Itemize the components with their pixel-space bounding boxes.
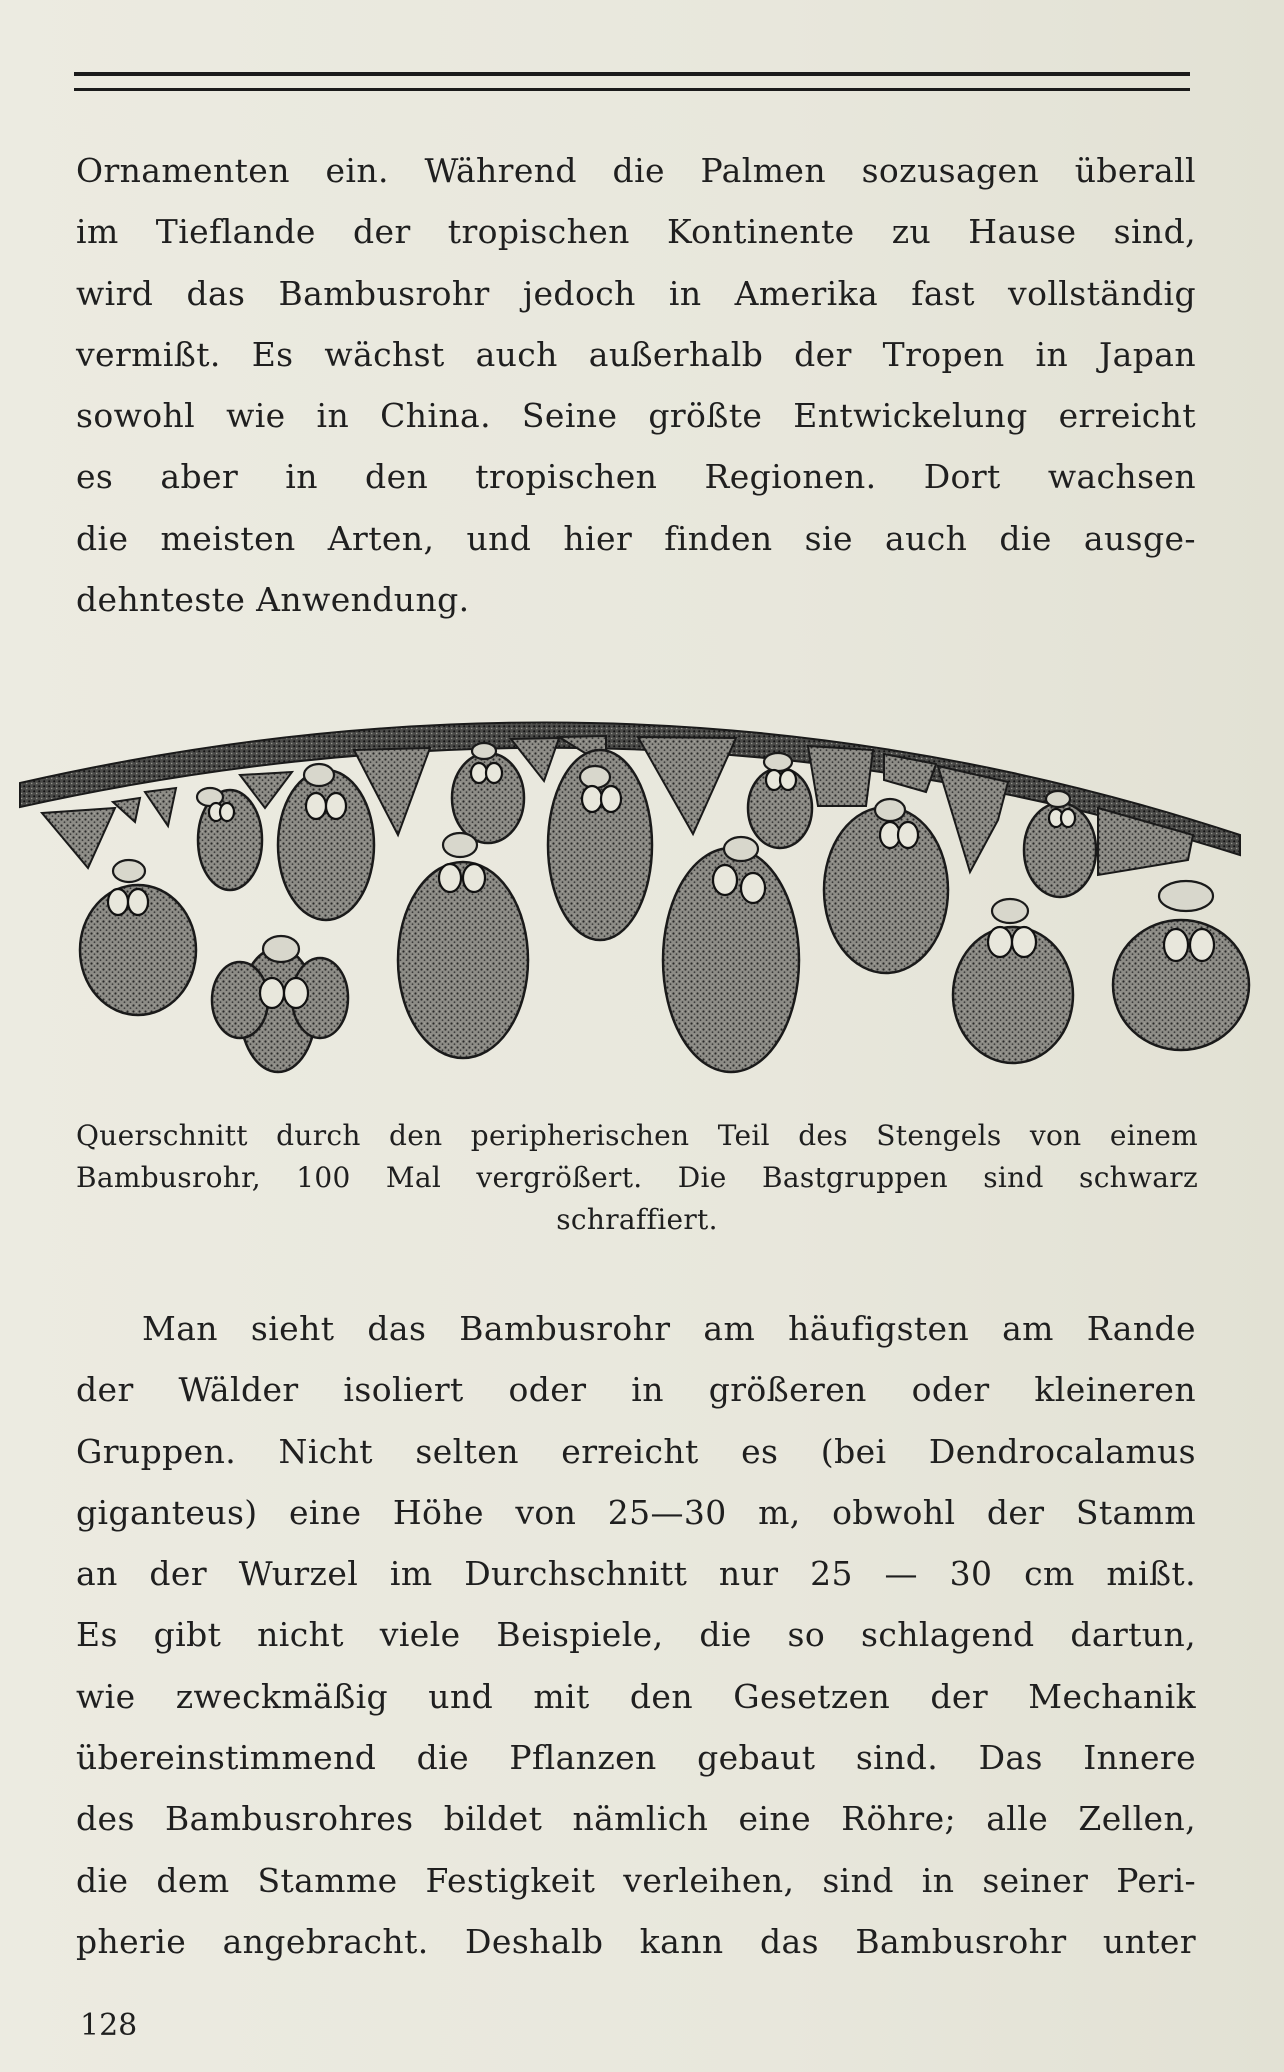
text-line: im Tieflande der tropischen Kontinente zu Hause sind, — [76, 212, 1196, 252]
paragraph-bottom — [76, 1298, 1196, 1972]
text-line: vermißt. Es wächst auch außerhalb der Tropen in Japan — [76, 334, 1196, 374]
text-line: Man sieht das Bambusrohr am häufigsten am Rande — [142, 1309, 1196, 1348]
text-line: an der Wurzel im Durchschnitt nur 25 — 30 cm mißt. — [76, 1554, 1196, 1594]
caption-line: schraffiert. — [556, 1203, 718, 1236]
text-line: der Wälder isoliert oder in größeren oder kleineren — [76, 1370, 1196, 1410]
text-line: die dem Stamme Festigkeit verleihen, sind in seiner Peri- — [76, 1860, 1196, 1900]
text-line: pherie angebracht. Deshalb kann das Bambusrohr unter — [76, 1921, 1196, 1961]
text-line: es aber in den tropischen Regionen. Dort wachsen — [76, 457, 1196, 497]
header-rule-thin — [74, 88, 1190, 91]
caption-line: Bambusrohr, 100 Mal vergrößert. Die Bastgruppen sind schwarz — [76, 1161, 1198, 1194]
page-number: 128 — [80, 2008, 138, 2043]
text-line: Gruppen. Nicht selten erreicht es (bei Dendrocalamus — [76, 1431, 1196, 1471]
text-line: übereinstimmend die Pflanzen gebaut sind. Das Innere — [76, 1738, 1196, 1778]
text-line: wird das Bambusrohr jedoch in Amerika fast vollständig — [76, 273, 1196, 313]
text-line: giganteus) eine Höhe von 25—30 m, obwohl der Stamm — [76, 1492, 1196, 1532]
header-rule-thick — [74, 72, 1190, 76]
paragraph-top — [76, 140, 1196, 630]
text-line: dehnteste Anwendung. — [76, 580, 470, 620]
text-line: Ornamenten ein. Während die Palmen sozusagen überall — [76, 151, 1196, 190]
text-line: des Bambusrohres bildet nämlich eine Röhre; alle Zellen, — [76, 1799, 1196, 1839]
caption-line: Querschnitt durch den peripherischen Teil des Stengels von einem — [76, 1119, 1198, 1152]
figure-caption — [76, 1115, 1198, 1241]
text-line: Es gibt nicht viele Beispiele, die so schlagend dartun, — [76, 1615, 1196, 1655]
text-line: wie zweckmäßig und mit den Gesetzen der Mechanik — [76, 1676, 1196, 1716]
text-line: sowohl wie in China. Seine größte Entwickelung erreicht — [76, 396, 1196, 436]
bamboo-cross-section-figure — [18, 680, 1268, 1100]
bamboo-cross-section-illustration — [18, 680, 1268, 1100]
text-line: die meisten Arten, und hier finden sie auch die ausge- — [76, 518, 1196, 558]
